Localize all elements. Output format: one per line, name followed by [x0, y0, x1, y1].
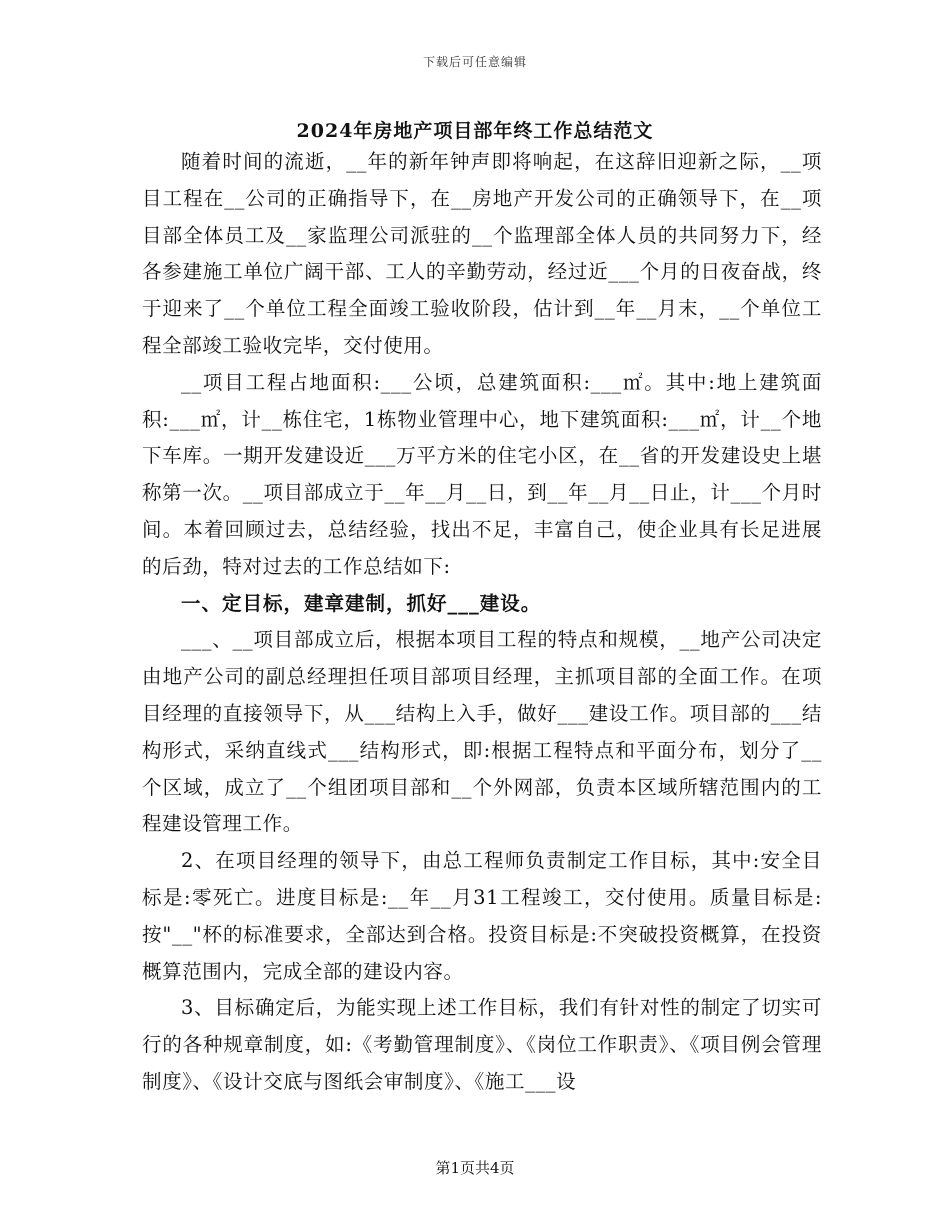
- page-number-footer: 第1页共4页: [435, 1159, 515, 1177]
- document-body: [142, 144, 822, 1101]
- paragraph-intro: 随着时间的流逝，__年的新年钟声即将响起，在这辞旧迎新之际，__项目工程在__公司的正确指导下，在__房地产开发公司的正确领导下，在__项目部全体员工及__家监理公司派驻的__个监理部全体人员的共同努力下，经各参建施工单位广阔干部、工人的辛勤劳动，经过近___个月的日夜奋战，终于迎来了__个单位工程全面竣工验收阶段，估计到__年__月末，__个单位工程全部竣工验收完毕，交付使用。: [142, 150, 822, 357]
- paragraph-section1-item2: 2、在项目经理的领导下，由总工程师负责制定工作目标，其中:安全目标是:零死亡。进度目标是:__年__月31工程竣工，交付使用。质量目标是:按"__"杯的标准要求，全部达到合格。投资目标是:不突破投资概算，在投资概算范围内，完成全部的建设内容。: [142, 849, 822, 983]
- paragraph-section1-item3: 3、目标确定后，为能实现上述工作目标，我们有针对性的制定了切实可行的各种规章制度，如:《考勤管理制度》、《岗位工作职责》、《项目例会管理制度》、《设计交底与图纸会审制度》、《施工___设: [142, 996, 822, 1093]
- page-header-note: 下载后可任意编辑: [422, 55, 527, 69]
- section-heading-1: 一、定目标，建章建制，抓好___建设。: [181, 591, 542, 615]
- document-title: 2024年房地产项目部年终工作总结范文: [296, 120, 654, 142]
- paragraph-section1-item1: ___、__项目部成立后，根据本项目工程的特点和规模，__地产公司决定由地产公司的副总经理担任项目部项目经理，主抓项目部的全面工作。在项目经理的直接领导下，从___结构上入手，做好___建设工作。项目部的___结构形式，采纳直线式___结构形式，即:根据工程特点和平面分布，划分了__个区域，成立了__个组团项目部和__个外网部，负责本区域所辖范围内的工程建设管理工作。: [142, 628, 822, 836]
- paragraph-project-overview: __项目工程占地面积:___公顷，总建筑面积:___㎡。其中:地上建筑面积:___㎡，计__栋住宅，1栋物业管理中心，地下建筑面积:___㎡，计__个地下车库。一期开发建设近___万平方米的住宅小区，在__省的开发建设史上堪称第一次。__项目部成立于__年__月__日，到__年__月__日止，计___个月时间。本着回顾过去，总结经验，找出不足，丰富自己，使企业具有长足进展的后劲，特对过去的工作总结如下:: [142, 370, 822, 578]
